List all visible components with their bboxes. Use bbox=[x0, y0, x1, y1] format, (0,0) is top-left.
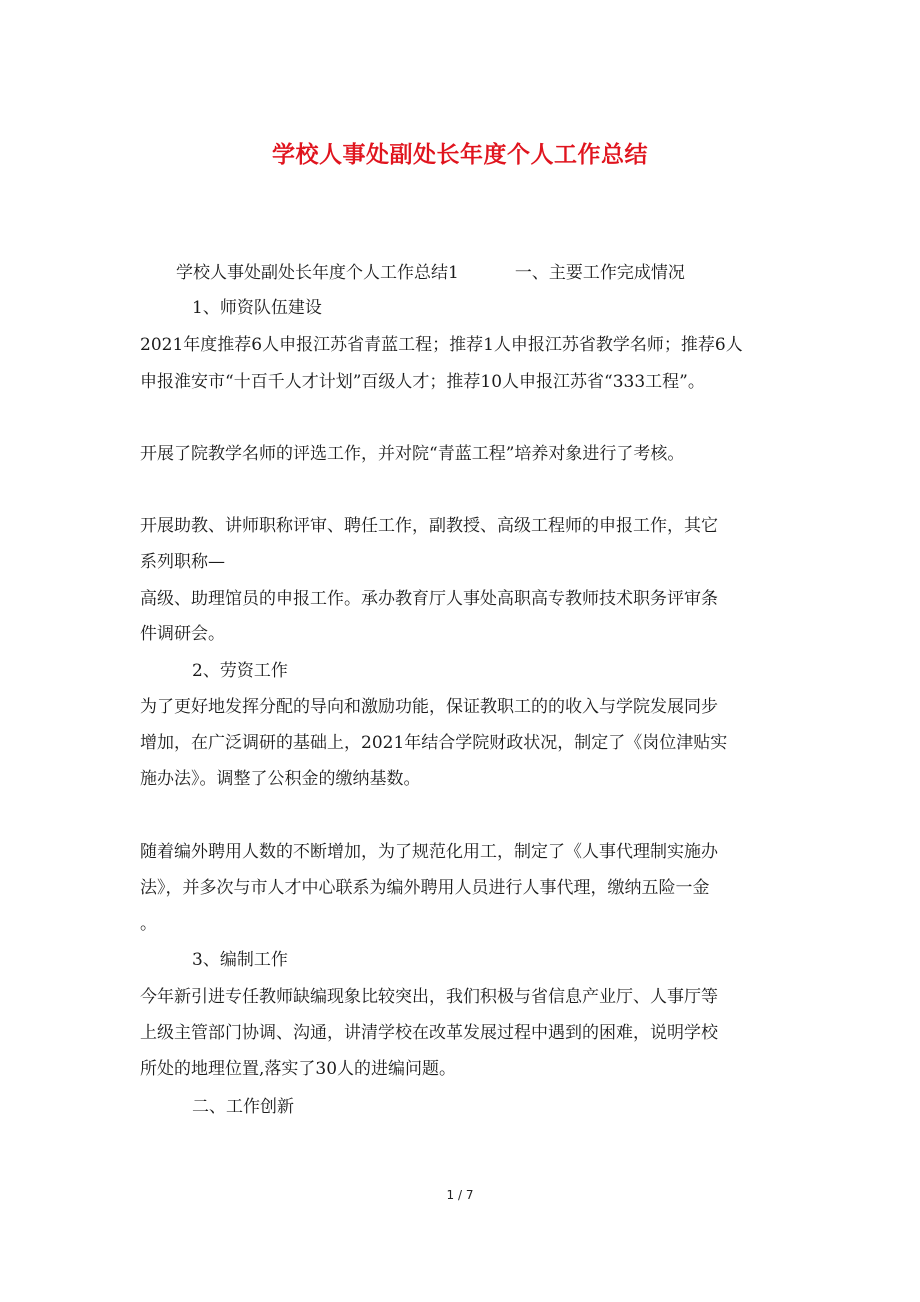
paragraph-4-line-2: 增加，在广泛调研的基础上，2021年结合学院财政状况，制定了《岗位津贴实 bbox=[140, 733, 728, 753]
item1-heading: 1、师资队伍建设 bbox=[192, 298, 322, 318]
paragraph-3-line-4: 件调研会。 bbox=[140, 624, 225, 644]
section2-heading: 二、工作创新 bbox=[192, 1097, 294, 1117]
page-number: 1 / 7 bbox=[446, 1188, 474, 1202]
paragraph-3-line-1: 开展助教、讲师职称评审、聘任工作，副教授、高级工程师的申报工作，其它 bbox=[140, 516, 718, 536]
paragraph-6-line-2: 上级主管部门协调、沟通，讲清学校在改革发展过程中遇到的困难，说明学校 bbox=[140, 1023, 718, 1043]
paragraph-5-line-3: 。 bbox=[140, 914, 157, 934]
section1-heading: 一、主要工作完成情况 bbox=[514, 263, 685, 283]
subtitle-row bbox=[176, 262, 826, 284]
paragraph-4-line-3: 施办法》。调整了公积金的缴纳基数。 bbox=[140, 769, 421, 789]
paragraph-5-line-1: 随着编外聘用人数的不断增加，为了规范化用工，制定了《人事代理制实施办 bbox=[140, 842, 718, 862]
paragraph-4-line-1: 为了更好地发挥分配的导向和激励功能，保证教职工的的收入与学院发展同步 bbox=[140, 697, 718, 717]
item2-heading: 2、劳资工作 bbox=[192, 661, 288, 681]
document-subtitle: 学校人事处副处长年度个人工作总结1 bbox=[176, 263, 459, 283]
item3-heading: 3、编制工作 bbox=[192, 950, 288, 970]
paragraph-1-line-2: 申报淮安市“十百千人才计划”百级人才；推荐10人申报江苏省“333工程”。 bbox=[140, 372, 705, 392]
paragraph-1-line-1: 2021年度推荐6人申报江苏省青蓝工程；推荐1人申报江苏省教学名师；推荐6人 bbox=[140, 335, 743, 355]
document-title: 学校人事处副处长年度个人工作总结 bbox=[272, 141, 648, 168]
paragraph-3-line-2: 系列职称— bbox=[140, 552, 225, 572]
paragraph-2-line-1: 开展了院教学名师的评选工作，并对院“青蓝工程”培养对象进行了考核。 bbox=[140, 444, 685, 464]
paragraph-6-line-1: 今年新引进专任教师缺编现象比较突出，我们积极与省信息产业厅、人事厅等 bbox=[140, 987, 718, 1007]
paragraph-3-line-3: 高级、助理馆员的申报工作。承办教育厅人事处高职高专教师技术职务评审条 bbox=[140, 589, 718, 609]
paragraph-5-line-2: 法》，并多次与市人才中心联系为编外聘用人员进行人事代理，缴纳五险一金 bbox=[140, 878, 710, 898]
paragraph-6-line-3: 所处的地理位置,落实了30人的进编问题。 bbox=[140, 1059, 457, 1079]
